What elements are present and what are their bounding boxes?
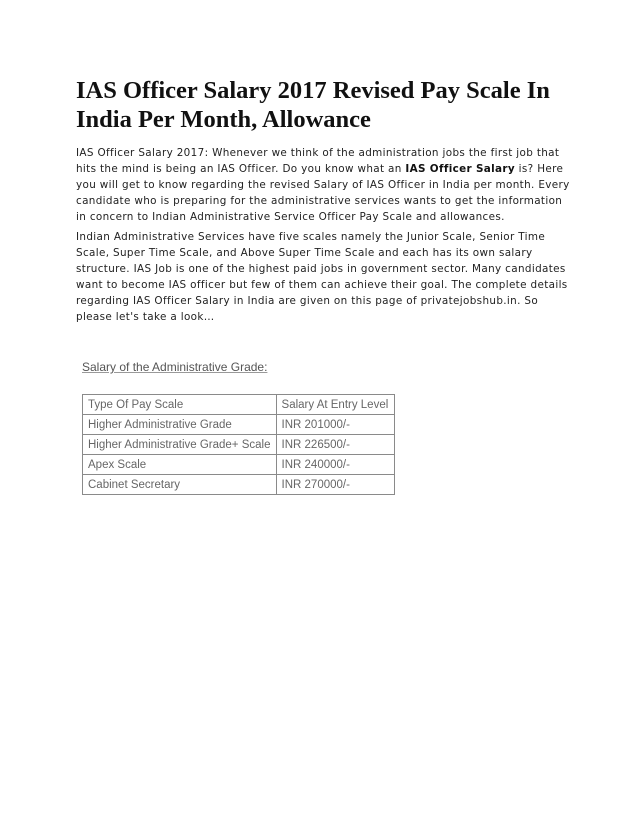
header-cell-entry-salary: Salary At Entry Level — [276, 395, 394, 415]
table-row — [83, 475, 395, 495]
scales-paragraph: Indian Administrative Services have five scales namely the Junior Scale, Senior Time Scale, Super Time Scale, and Above Super Time Scale and each has its own salary structure. IAS Job is one of the highest paid jobs in government sector. Many candidates want to become IAS officer but few of them can achieve their goal. The complete details regarding IAS Officer Salary in India are given on this page of privatejobshub.in. So please let's take a look… — [76, 231, 568, 323]
salary-table — [82, 394, 395, 495]
table-row — [83, 435, 395, 455]
table-header-row — [83, 395, 395, 415]
article-title: IAS Officer Salary 2017 Revised Pay Scale In India Per Month, Allowance — [76, 77, 550, 133]
cell-pay-scale: Higher Administrative Grade — [83, 415, 277, 435]
cell-salary: INR 270000/- — [276, 475, 394, 495]
cell-pay-scale: Apex Scale — [83, 455, 277, 475]
cell-pay-scale: Cabinet Secretary — [83, 475, 277, 495]
intro-paragraph — [76, 145, 574, 225]
figure-caption: Salary of the Administrative Grade: — [82, 360, 268, 374]
cell-pay-scale: Higher Administrative Grade+ Scale — [83, 435, 277, 455]
header-cell-pay-scale: Type Of Pay Scale — [83, 395, 277, 415]
cell-salary: INR 226500/- — [276, 435, 394, 455]
table-row — [83, 415, 395, 435]
salary-figure — [82, 356, 394, 495]
intro-text-start: IAS Officer Salary 2017: Whenever we think of the administration jobs the first job that hits the mind is being an IAS Officer. Do you know what an — [76, 147, 560, 175]
cell-salary: INR 201000/- — [276, 415, 394, 435]
cell-salary: INR 240000/- — [276, 455, 394, 475]
intro-text-end: is? Here you will get to know regarding the revised Salary of IAS Officer in India per month. Every candidate who is preparing for the administrative services wants to get the information in concern to Indian Administrative Service Officer Pay Scale and allowances. — [76, 163, 570, 223]
intro-bold-term: IAS Officer Salary — [405, 163, 516, 175]
table-row — [83, 455, 395, 475]
